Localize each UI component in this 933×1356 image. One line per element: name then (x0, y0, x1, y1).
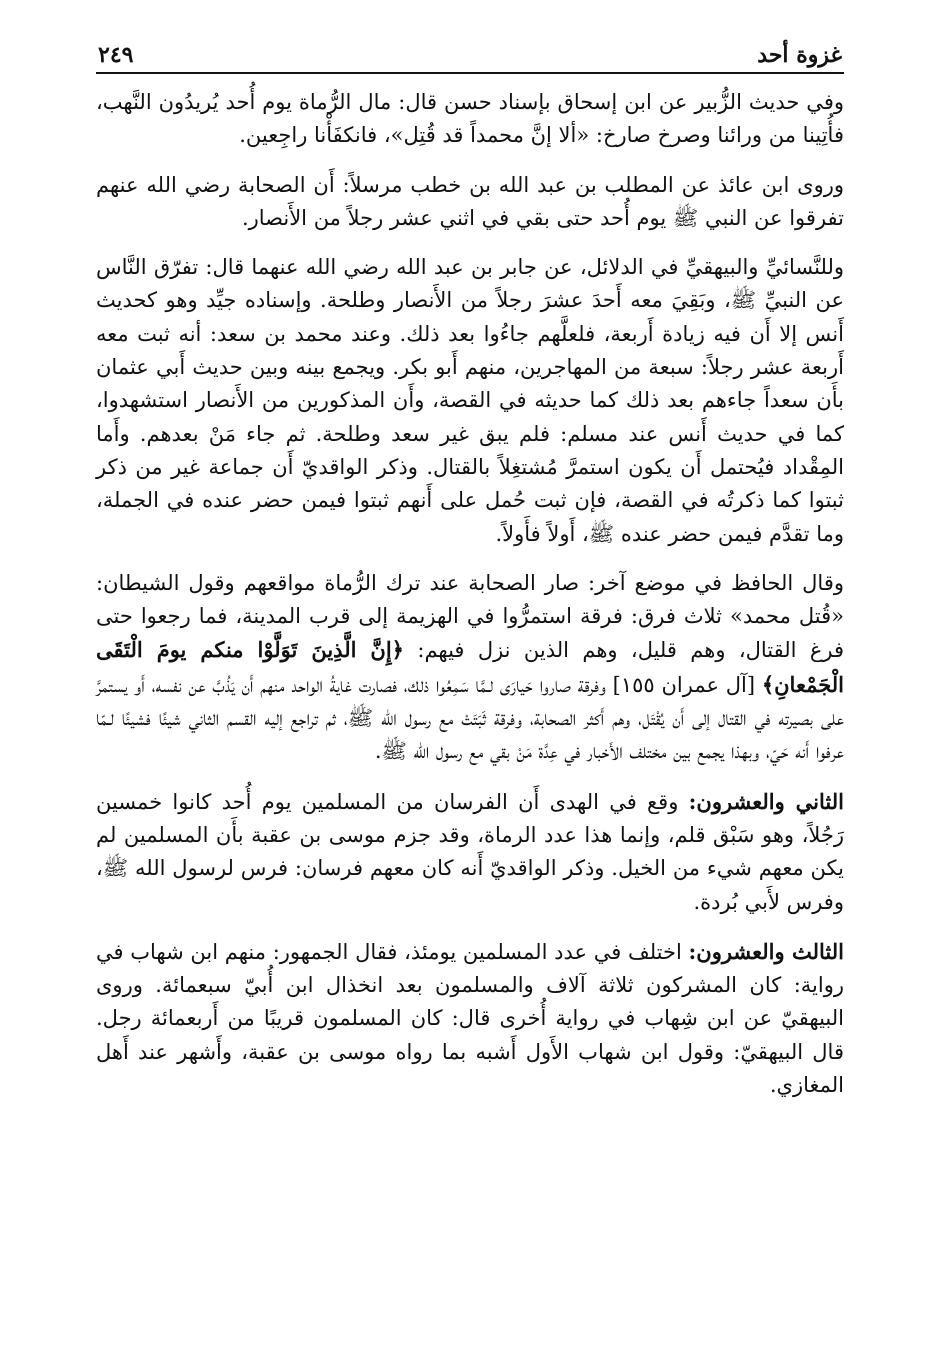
header-rule (96, 72, 844, 74)
paragraph-6 (96, 935, 844, 1102)
paragraph-4 (96, 567, 844, 769)
paragraph-text: وقال الحافظ في موضع آخر: صار الصحابة عند ترك الرُّماة مواقعهم وقول الشيطان: «قُتل محمد» ثلاث فرق: فرقة استمرُّوا في الهزيمة إلى قرب المدينة، فما رجعوا حتى فرغ القتال، وهم قليل، وهم الذين نزل فيهم: (96, 570, 844, 663)
paragraph-text: اختلف في عدد المسلمين يومئذ، فقال الجمهور: منهم ابن شهاب في رواية: كان المشركون ثلاثة آلاف والمسلمون بعد انخذال ابن أُبيّ سبعمائة. وروى البيهقيّ عن ابن شِهاب في رواية أُخرى قال: كان المسلمون قريبًا من أَربعمائة رجل. قال البيهقيّ: وقول ابن شهاب الأَول أَشبه بما رواه موسى بن عقبة، وأَشهر عند أَهل المغازي. (96, 939, 844, 1098)
paragraph-text: وللنَّسائيِّ والبيهقيِّ في الدلائل، عن جابر بن عبد الله رضي الله عنهما قال: تفرّق النَّاس عن النبيِّ ﷺ، وبَقِيَ معه أَحدَ عشرَ رجلاً من الأَنصار وطلحة. وإسناده جيِّد وهو كحديث أَنس إلا أَن فيه زيادة أَربعة، فلعلَّهم جاءُوا بعد ذلك. وعند محمد بن سعد: أنه ثبت معه أَربعة عشر رجلاً: سبعة من المهاجرين، منهم أَبو بكر. ويجمع بينه وبين حديث أَبي عثمان بأَن سعداً جاءهم بعد ذلك كما حديثه في القصة، وأَن المذكورين من الأَنصار استشهدوا، كما في حديث أَنس عند مسلم: فلم يبق غير سعد وطلحة. ثم جاء مَنْ بعدهم. وأَما المِقْداد فيُحتمل أَن يكون استمرَّ مُشتغِلاً بالقتال. وذكر الواقديّ أَن جماعة غير من ذكر ثبتوا كما ذكرتُه في القصة، فإن ثبت حُمل على أَنهم ثبتوا فيمن حضر عنده في الجملة، وما تقدَّم فيمن حضر عنده ﷺ، أَولاً فأَولاً. (96, 255, 844, 546)
paragraph-3 (96, 251, 844, 551)
running-title: غزوة أحد (757, 42, 842, 68)
paragraph-2 (96, 169, 844, 236)
section-lead: الثاني والعشرون: (688, 788, 844, 814)
paragraph-text: وقع في الهدى أَن الفرسان من المسلمين يوم أُحد كانوا خمسين رَجُلاً، وهو سَبْق قلم، وإنما هذا عدد الرماة، وقد جزم موسى بن عقبة بأَن المسلمين لم يكن معهم شيء من الخيل. وذكر الواقديّ أَنه كان معهم فرسان: فرس لرسول الله ﷺ، وفرس لأَبي بُردة. (96, 789, 844, 914)
paragraph-5 (96, 785, 844, 919)
paragraph-text: وفي حديث الزُّبير عن ابن إسحاق بإسناد حسن قال: مال الرُّماة يوم أُحد يُريدُون النَّهب، فأُتِينا من ورائنا وصرخ صارخ: «ألا إنَّ محمداً قد قُتِل»، فانكفَأْنا راجِعين. (96, 90, 844, 148)
quran-verse: ﴿إِنَّ الَّذِينَ تَوَلَّوْا منكم يومَ الْتَقَى الْجَمْعانِ﴾ (96, 637, 845, 697)
page-number: ٢٤٩ (98, 42, 134, 68)
book-page (96, 38, 844, 1118)
paragraph-1 (96, 86, 844, 153)
paragraph-text: وروى ابن عائذ عن المطلب بن عبد الله بن خطب مرسلاً: أَن الصحابة رضي الله عنهم تفرقوا عن النبي ﷺ يوم أُحد حتى بقي في اثني عشر رجلاً من الأَنصار. (96, 172, 844, 230)
page-header (96, 38, 844, 72)
section-lead: الثالث والعشرون: (688, 938, 844, 964)
paragraph-text: [آل عمران ١٥٥] وفرقة صاروا حَيارَى لـمَّا سَمِعُوا ذلك، فصارت غايةُ الواحد منهم أَن يَذُبَّ عن نفسه، أَو يستمرَّ على بصيرته في القتال إلى أَن يُقْتَل، وهم أَكثر الصحابة، وفرقة ثَبَتَتْ مع رسول الله ﷺ، ثم تراجع إليه القسم الثاني شيئًا فشيئًا لـمّا عرفوا أَنه حَيّ، وبهذا يجمع بين مختلف الأَخبار في عِدَّة مَنْ بقي مع رسول الله ﷺ. (96, 672, 844, 764)
